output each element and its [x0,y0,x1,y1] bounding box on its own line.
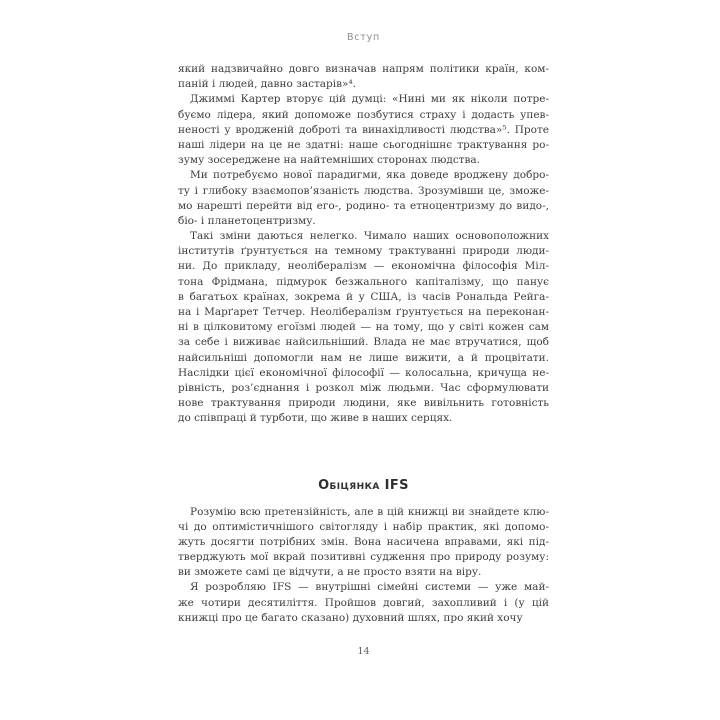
text-line: тона Фрідмана, підмурок безжального капіталізму, що панує [178,275,549,288]
paragraph [178,580,549,626]
text-line: наші лідери на це не здатні: наше сьогоднішнє трактування ро- [178,138,549,151]
paragraph [178,505,549,581]
text-line: ни. До прикладу, неолібералізм — економічна філософія Міл- [178,260,549,273]
text-line: Ми потребуємо нової парадигми, яка доведе вроджену добро- [190,169,549,182]
text-line: чі до оптимістичнішого світогляду і набір практик, які допомо- [178,520,549,533]
paragraph [178,92,549,168]
text-line: за себе і виживає найсильніший. Влада не має втручатися, щоб [178,336,549,349]
text-line: Наслідки цієї економічної філософії — колосальна, кричуща не- [178,366,549,379]
paragraph [178,168,549,229]
text-line: ні в цілковитому егоїзмі людей — на тому, що у світі кожен сам [178,321,549,334]
text-line: жуть досягти потрібних змін. Вона насичена вправами, які під- [178,535,549,548]
section-heading: Обіцянка IFS [318,477,409,493]
text-line: мо нарешті перейти від его-, родино- та етноцентризму до видо-, [178,199,549,212]
text-line: в багатьох країнах, зокрема й у США, із часів Рональда Рейга- [178,290,549,303]
page-number: 14 [357,646,370,657]
text-line: буємо лідера, який допоможе позбутися страху і додасть упев- [178,108,549,121]
text-line: біо- і планетоцентризму. [178,214,316,227]
text-line: рівність, роз’єднання і розкол між людьми. Час сформулювати [178,381,549,394]
text-line: нове трактування природи людини, яке вивільнить готовність [178,397,549,410]
paragraph [178,62,549,92]
running-head: Вступ [346,32,381,43]
text-line: зуму зосереджене на найтемніших сторонах людства. [178,154,481,167]
text-line: неності у вродженій доброті та винахідливості людства»⁵. Проте [178,123,549,136]
text-line: Розумію всю претензійність, але в цій книжці ви знайдете клю- [190,505,549,518]
text-line: Такі зміни даються нелегко. Чимало наших основоположних [190,230,549,243]
text-line: Джиммі Картер вторує цій думці: «Нині ми як ніколи потре- [190,93,549,106]
text-line: на і Марґарет Тетчер. Неолібералізм ґрунтується на переконан- [178,306,549,318]
paragraph [178,229,549,426]
text-line: до співпраці й турботи, що живе в наших серцях. [178,412,453,425]
text-line: ви зможете самі це відчути, а не просто взяти на віру. [178,566,482,579]
text-line: який надзвичайно довго визначав напрям політики країн, ком- [178,63,549,75]
text-line: книжці про це багато сказано) духовний шлях, про який хочу [178,611,523,624]
text-line: ту і глибоку взаємопов’язаність людства. Зрозумівши це, зможе- [178,184,549,197]
text-line: паній і людей, давно застарів»⁴. [178,78,357,91]
text-line: інститутів ґрунтується на темному трактуванні природи люди- [178,245,549,258]
text-line: тверджують мої вкрай позитивні судження про природу розуму: [178,551,549,564]
page-content [178,62,549,626]
text-line: Я розробляю IFS — внутрішні сімейні системи — уже май- [190,581,549,594]
text-line: же чотири десятиліття. Пройшов довгий, захопливий і (у цій [178,596,549,609]
text-line: найсильніші допомогли нам не лише вижити, а й процвітати. [178,351,549,364]
